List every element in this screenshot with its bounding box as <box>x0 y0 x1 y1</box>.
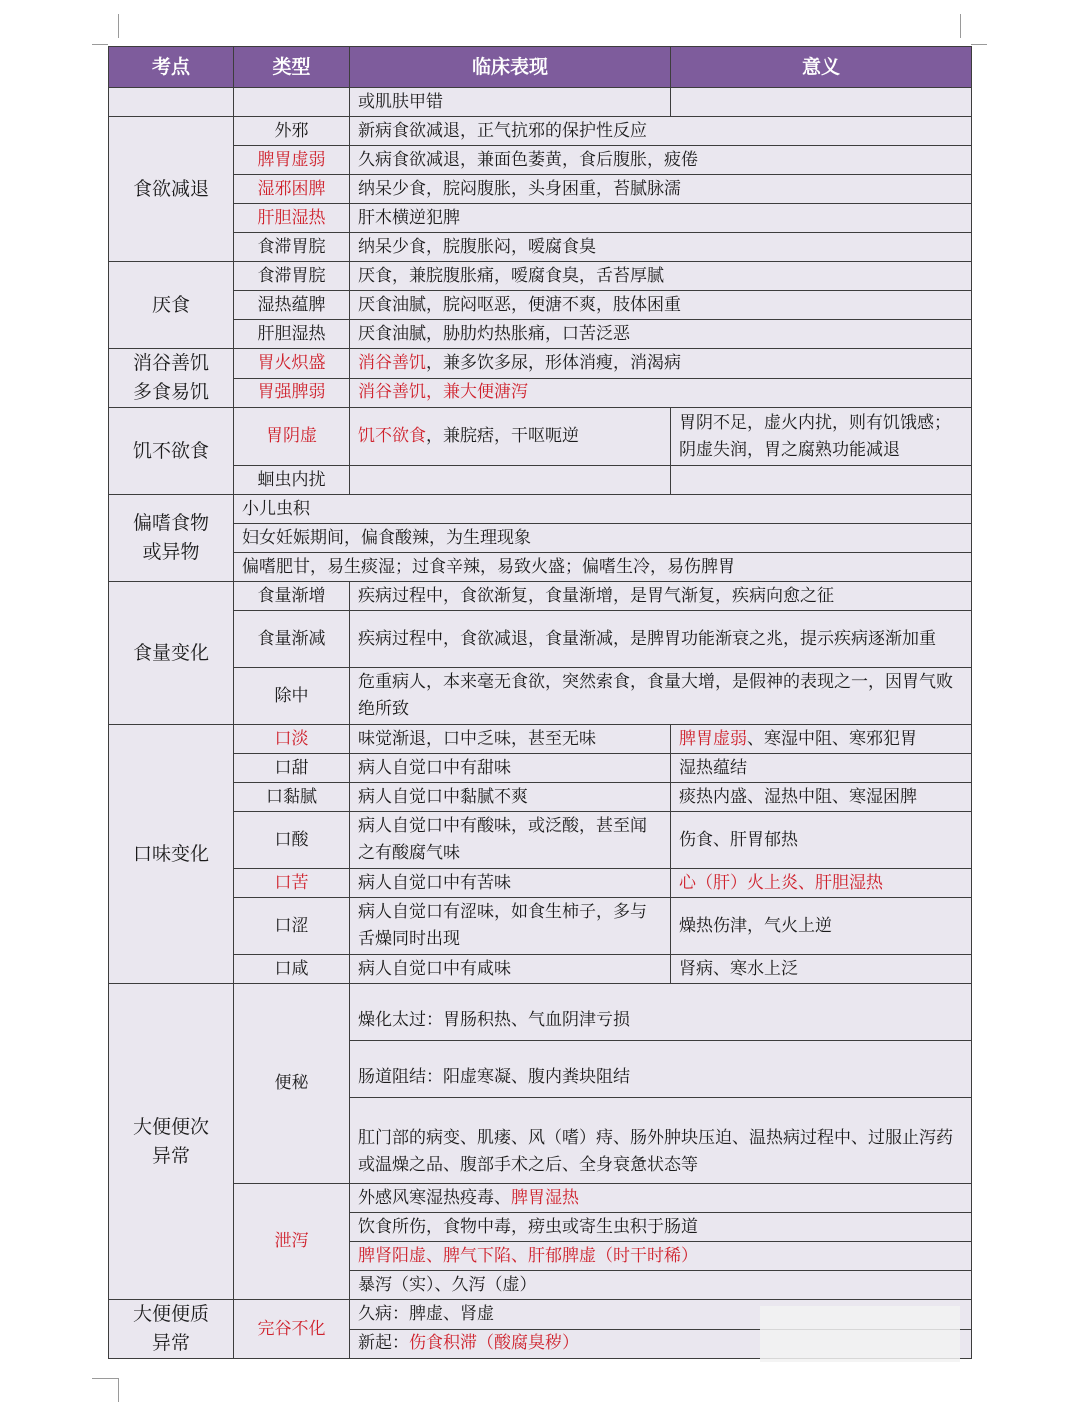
table-row <box>109 783 972 812</box>
exam-point-cell: 厌食 <box>109 262 234 349</box>
manifestation-cell <box>350 408 671 466</box>
table-row <box>109 582 972 611</box>
exam-point-cell <box>109 349 234 408</box>
manifestation-cell: 病人自觉口中有甜味 <box>350 754 671 783</box>
exam-point-cell: 食量变化 <box>109 582 234 725</box>
manifestation-cell: 病人自觉口中有苦味 <box>350 869 671 898</box>
table-row <box>109 117 972 146</box>
type-cell: 肝胆湿热 <box>234 204 350 233</box>
table-cell <box>109 88 234 117</box>
watermark-blur <box>760 1306 960 1362</box>
type-cell: 外邪 <box>234 117 350 146</box>
type-cell: 口黏腻 <box>234 783 350 812</box>
manifestation-cell: 味觉渐退，口中乏味，甚至无味 <box>350 725 671 754</box>
manifestation-cell: 肠道阻结：阳虚寒凝、腹内粪块阻结 <box>350 1041 972 1098</box>
type-cell: 口涩 <box>234 898 350 955</box>
highlight-text: 饥不欲食 <box>358 426 426 446</box>
manifestation-cell: 妇女妊娠期间，偏食酸辣，为生理现象 <box>234 524 972 553</box>
header-exam-point: 考点 <box>109 47 234 88</box>
manifestation-cell: 纳呆少食，脘腹胀闷，嗳腐食臭 <box>350 233 972 262</box>
manifestation-cell: 消谷善饥，兼大便溏泻 <box>350 378 972 408</box>
table-row <box>109 955 972 984</box>
table-row <box>109 812 972 869</box>
crop-mark <box>960 14 961 38</box>
table-row <box>109 754 972 783</box>
manifestation-cell: 厌食油腻，胁肋灼热胀痛，口苦泛恶 <box>350 320 972 349</box>
table-row <box>109 553 972 582</box>
exam-point-line: 大便便质 <box>132 1303 209 1325</box>
highlight-text: 脾胃虚弱 <box>679 728 747 749</box>
type-cell: 除中 <box>234 668 350 725</box>
table-header-row <box>109 47 972 88</box>
manifestation-cell: 小儿虫积 <box>234 495 972 524</box>
crop-mark <box>971 44 987 45</box>
highlight-text: 脾胃湿热 <box>511 1187 579 1208</box>
type-cell: 食滞胃脘 <box>234 233 350 262</box>
type-cell: 食量渐减 <box>234 611 350 668</box>
meaning-cell: 胃阴不足，虚火内扰，则有饥饿感；阴虚失润，胃之腐熟功能减退 <box>671 408 972 466</box>
exam-point-cell <box>109 495 234 582</box>
table-cell <box>671 88 972 117</box>
crop-mark <box>118 14 119 38</box>
type-cell: 胃强脾弱 <box>234 378 350 408</box>
table-row <box>109 408 972 466</box>
crop-mark <box>118 1378 119 1402</box>
manifestation-cell: 脾肾阳虚、脾气下陷、肝郁脾虚（时干时稀） <box>350 1242 972 1271</box>
type-cell: 便秘 <box>234 984 350 1184</box>
manifestation-cell <box>350 1184 972 1213</box>
crop-mark <box>92 44 108 45</box>
manifestation-cell: 肛门部的病变、肌瘘、风（嗜）痔、肠外肿块压迫、温热病过程中、过服止泻药或温燥之品、腹部手术之后、全身衰惫状态等 <box>350 1098 972 1184</box>
manifestation-cell: 病人自觉口有涩味，如食生柿子，多与舌燥同时出现 <box>350 898 671 955</box>
type-cell: 肝胆湿热 <box>234 320 350 349</box>
exam-point-line: 偏嗜食物 <box>132 512 209 534</box>
table-row <box>109 146 972 175</box>
table-row <box>109 88 972 117</box>
manifestation-cell: 偏嗜肥甘，易生痰湿；过食辛辣，易致火盛；偏嗜生冷，易伤脾胃 <box>234 553 972 582</box>
table-row <box>109 725 972 754</box>
table-row <box>109 524 972 553</box>
exam-point-line: 消谷善饥 <box>132 352 209 374</box>
meaning-cell <box>671 725 972 754</box>
plain-text: ，兼脘痞，干呕呃逆 <box>426 426 579 446</box>
exam-point-line: 或异物 <box>142 541 200 563</box>
type-cell: 胃阴虚 <box>234 408 350 466</box>
type-cell: 蛔虫内扰 <box>234 466 350 495</box>
meaning-cell: 湿热蕴结 <box>671 754 972 783</box>
header-meaning: 意义 <box>671 47 972 88</box>
table-cell <box>234 88 350 117</box>
exam-point-line: 异常 <box>151 1144 190 1167</box>
manifestation-cell: 疾病过程中，食欲减退，食量渐减，是脾胃功能渐衰之兆，提示疾病逐渐加重 <box>350 611 972 668</box>
meaning-cell: 燥热伤津，气火上逆 <box>671 898 972 955</box>
manifestation-cell: 饮食所伤，食物中毒，痨虫或寄生虫积于肠道 <box>350 1213 972 1242</box>
type-cell: 湿邪困脾 <box>234 175 350 204</box>
table-row <box>109 320 972 349</box>
manifestation-cell: 纳呆少食，脘闷腹胀，头身困重，苔腻脉濡 <box>350 175 972 204</box>
manifestation-cell: 燥化太过：胃肠积热、气血阴津亏损 <box>350 984 972 1041</box>
type-cell: 脾胃虚弱 <box>234 146 350 175</box>
table-row <box>109 233 972 262</box>
exam-point-line: 大便便次 <box>132 1115 209 1138</box>
table-row <box>109 984 972 1041</box>
table-row <box>109 1184 972 1213</box>
exam-point-cell <box>109 984 234 1300</box>
exam-point-line: 异常 <box>151 1332 190 1354</box>
type-cell: 湿热蕴脾 <box>234 291 350 320</box>
table-row <box>109 495 972 524</box>
manifestation-cell: 厌食油腻，脘闷呕恶，便溏不爽，肢体困重 <box>350 291 972 320</box>
table-row <box>109 378 972 408</box>
manifestation-cell: 疾病过程中，食欲渐复，食量渐增，是胃气渐复，疾病向愈之征 <box>350 582 972 611</box>
manifestation-cell: 病人自觉口中有酸味，或泛酸，甚至闻之有酸腐气味 <box>350 812 671 869</box>
type-cell: 食量渐增 <box>234 582 350 611</box>
highlight-text: 消谷善饥 <box>358 352 426 373</box>
manifestation-cell: 肝木横逆犯脾 <box>350 204 972 233</box>
manifestation-cell: 厌食，兼脘腹胀痛，嗳腐食臭，舌苔厚腻 <box>350 262 972 291</box>
diagnosis-table <box>108 46 972 1359</box>
manifestation-cell: 危重病人，本来毫无食欲，突然索食，食量大增，是假神的表现之一，因胃气败绝所致 <box>350 668 972 725</box>
type-cell: 口酸 <box>234 812 350 869</box>
table-row <box>109 262 972 291</box>
manifestation-cell: 病人自觉口中有咸味 <box>350 955 671 984</box>
table-row <box>109 175 972 204</box>
meaning-cell: 痰热内盛、湿热中阻、寒湿困脾 <box>671 783 972 812</box>
table-cell: 或肌肤甲错 <box>350 88 671 117</box>
meaning-cell: 心（肝）火上炎、肝胆湿热 <box>671 869 972 898</box>
manifestation-cell: 病人自觉口中黏腻不爽 <box>350 783 671 812</box>
meaning-cell <box>671 466 972 495</box>
type-cell: 口苦 <box>234 869 350 898</box>
type-cell: 食滞胃脘 <box>234 262 350 291</box>
table-row <box>109 611 972 668</box>
plain-text: 外感风寒湿热疫毒、 <box>358 1187 511 1208</box>
plain-text: 、寒湿中阻、寒邪犯胃 <box>747 728 917 749</box>
meaning-cell: 伤食、肝胃郁热 <box>671 812 972 869</box>
plain-text: ，兼多饮多尿，形体消瘦，消渴病 <box>426 352 681 373</box>
exam-point-cell <box>109 1300 234 1359</box>
table-row <box>109 291 972 320</box>
type-cell: 完谷不化 <box>234 1300 350 1359</box>
plain-text: 新起： <box>358 1333 409 1354</box>
manifestation-cell <box>350 466 671 495</box>
type-cell: 口甜 <box>234 754 350 783</box>
exam-point-cell: 食欲减退 <box>109 117 234 262</box>
exam-point-cell: 饥不欲食 <box>109 408 234 495</box>
header-type: 类型 <box>234 47 350 88</box>
exam-point-cell: 口味变化 <box>109 725 234 984</box>
table-row <box>109 349 972 379</box>
type-cell: 口咸 <box>234 955 350 984</box>
table-row <box>109 898 972 955</box>
manifestation-cell <box>350 349 972 379</box>
manifestation-cell: 久病食欲减退，兼面色萎黄，食后腹胀，疲倦 <box>350 146 972 175</box>
manifestation-cell: 暴泻（实）、久泻（虚） <box>350 1271 972 1300</box>
type-cell: 口淡 <box>234 725 350 754</box>
manifestation-cell: 久病：脾虚、肾虚 <box>350 1300 972 1330</box>
table-row <box>109 869 972 898</box>
header-clinical-manifestation: 临床表现 <box>350 47 671 88</box>
table-row <box>109 466 972 495</box>
exam-point-line: 多食易饥 <box>132 381 209 403</box>
type-cell: 泄泻 <box>234 1184 350 1300</box>
meaning-cell: 肾病、寒水上泛 <box>671 955 972 984</box>
manifestation-cell: 新病食欲减退，正气抗邪的保护性反应 <box>350 117 972 146</box>
table-row <box>109 668 972 725</box>
highlight-text: 伤食积滞（酸腐臭秽） <box>409 1333 579 1354</box>
type-cell: 胃火炽盛 <box>234 349 350 379</box>
crop-mark <box>92 1378 118 1379</box>
table-row <box>109 204 972 233</box>
